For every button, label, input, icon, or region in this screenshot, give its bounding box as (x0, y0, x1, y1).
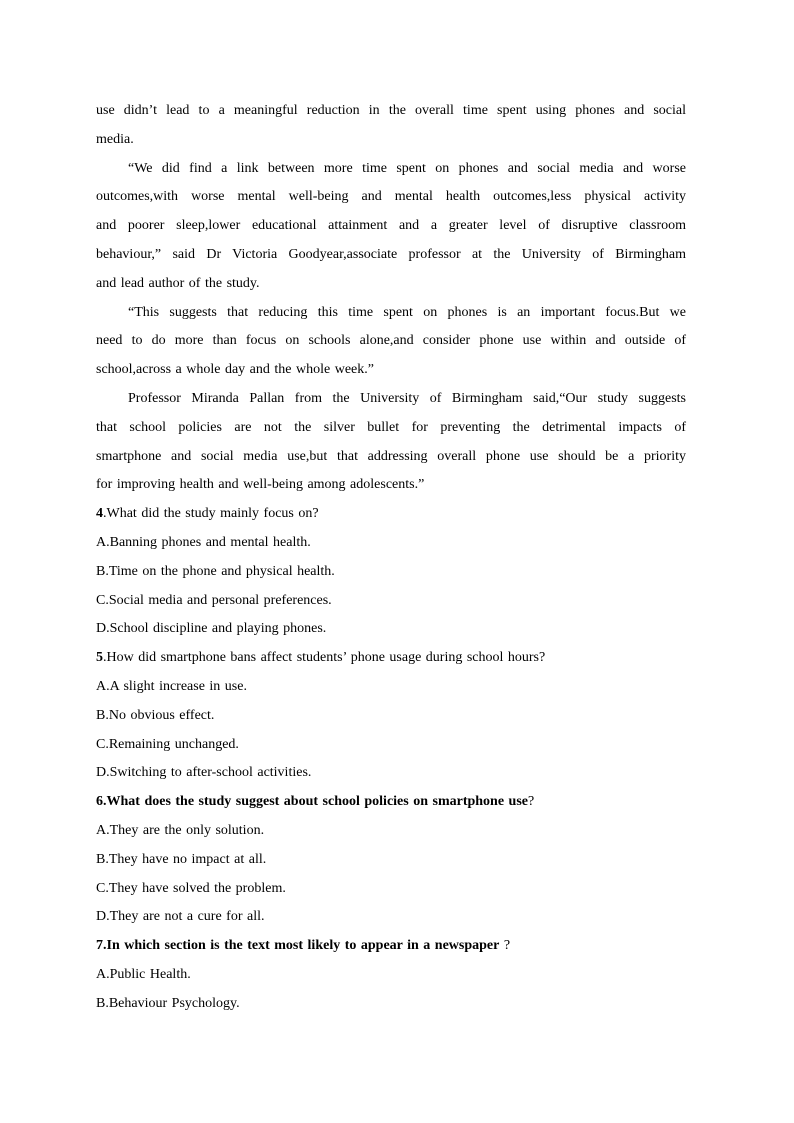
question-6 (96, 788, 686, 932)
answer-option: C.Remaining unchanged. (96, 736, 239, 752)
passage (96, 97, 686, 500)
question-mark: ? (499, 938, 511, 954)
answer-option: A.A slight increase in use. (96, 678, 247, 694)
passage-line: behaviour,” said Dr Victoria Goodyear,associate professor at the University of Birmingham (96, 246, 686, 262)
question-text: .How did smartphone bans affect students’ phone usage during school hours? (103, 650, 546, 666)
question-text: .What did the study mainly focus on? (103, 506, 319, 522)
question-4 (96, 500, 686, 644)
passage-line: outcomes,with worse mental well-being and mental health outcomes,less physical activity (96, 189, 686, 205)
passage-line: “We did find a link between more time spent on phones and social media and worse (128, 160, 686, 176)
document-page (96, 97, 686, 1019)
question-7 (96, 932, 686, 1018)
answer-option: C.Social media and personal preferences. (96, 592, 332, 608)
answer-option: A.Public Health. (96, 966, 191, 982)
question-number: 4 (96, 506, 103, 522)
passage-line: media. (96, 131, 134, 147)
passage-line: Professor Miranda Pallan from the University of Birmingham said,“Our study suggests (128, 390, 686, 406)
question-stem (96, 500, 686, 529)
passage-line: that school policies are not the silver bullet for preventing the detrimental impacts of (96, 419, 686, 435)
answer-option: B.Behaviour Psychology. (96, 995, 240, 1011)
question-number: 5 (96, 650, 103, 666)
passage-line: “This suggests that reducing this time spent on phones is an important focus.But we (128, 304, 686, 320)
question-5 (96, 644, 686, 788)
answer-option: D.Switching to after-school activities. (96, 765, 312, 781)
question-number: 6 (96, 794, 103, 810)
question-stem (96, 788, 686, 817)
passage-line: smartphone and social media use,but that addressing overall phone use should be a priority (96, 448, 686, 464)
question-number: 7 (96, 938, 103, 954)
answer-option: D.They are not a cure for all. (96, 909, 265, 925)
answer-option: D.School discipline and playing phones. (96, 621, 327, 637)
question-stem (96, 932, 686, 961)
answer-option: B.They have no impact at all. (96, 851, 267, 867)
passage-line: use didn’t lead to a meaningful reduction in the overall time spent using phones and social (96, 103, 686, 118)
question-mark: ? (528, 794, 535, 810)
passage-line: and poorer sleep,lower educational attainment and a greater level of disruptive classroom (96, 218, 686, 234)
question-stem (96, 644, 686, 673)
passage-line: need to do more than focus on schools alone,and consider phone use within and outside of (96, 333, 686, 349)
answer-option: B.Time on the phone and physical health. (96, 563, 335, 579)
answer-option: B.No obvious effect. (96, 707, 215, 723)
answer-option: A.Banning phones and mental health. (96, 534, 311, 550)
answer-option: A.They are the only solution. (96, 822, 265, 838)
passage-line: for improving health and well-being among adolescents.” (96, 477, 425, 493)
passage-line: and lead author of the study. (96, 275, 260, 291)
question-text: .What does the study suggest about school policies on smartphone use (103, 794, 528, 810)
passage-line: school,across a whole day and the whole week.” (96, 362, 374, 378)
question-text: .In which section is the text most likely to appear in a newspaper (103, 938, 500, 954)
answer-option: C.They have solved the problem. (96, 880, 286, 896)
